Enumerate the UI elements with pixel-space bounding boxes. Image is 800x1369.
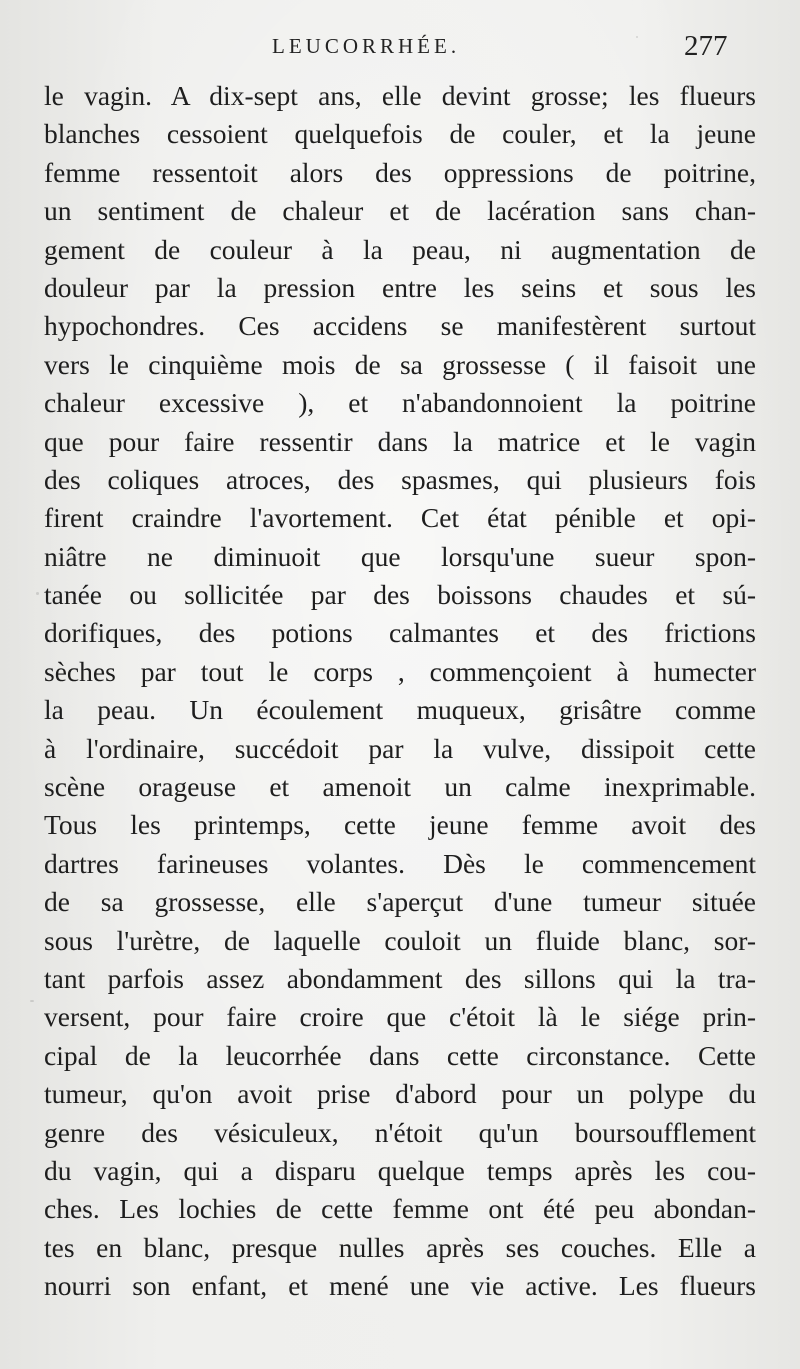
text-line: niâtre ne diminuoit que lorsqu'une sueur spon-: [44, 540, 756, 572]
body-text: [44, 77, 756, 1306]
text-line: versent, pour faire croire que c'étoit là le siége prin-: [44, 1001, 756, 1033]
text-line: le vagin. A dix-sept ans, elle devint grosse; les flueurs: [44, 80, 756, 111]
text-line: blanches cessoient quelquefois de couler, et la jeune: [44, 118, 756, 150]
text-line: dartres farineuses volantes. Dès le commencement: [44, 847, 756, 879]
text-line: du vagin, qui a disparu quelque temps après les cou-: [44, 1154, 756, 1186]
text-line: dorifiques, des potions calmantes et des frictions: [44, 617, 756, 649]
text-line: gement de couleur à la peau, ni augmentation de: [44, 233, 756, 265]
text-line: que pour faire ressentir dans la matrice et le vagin: [44, 425, 756, 457]
text-line: chaleur excessive ), et n'abandonnoient la poitrine: [44, 387, 756, 419]
text-line: sèches par tout le corps , commençoient à humecter: [44, 655, 756, 687]
text-line: cipal de la leucorrhée dans cette circonstance. Cette: [44, 1039, 756, 1071]
text-line: de sa grossesse, elle s'aperçut d'une tumeur située: [44, 886, 756, 918]
text-line: scène orageuse et amenoit un calme inexprimable.: [44, 771, 756, 803]
text-line: genre des vésiculeux, n'étoit qu'un boursoufflement: [44, 1116, 756, 1148]
text-line: tumeur, qu'on avoit prise d'abord pour un polype du: [44, 1078, 756, 1110]
text-line: tant parfois assez abondamment des sillons qui la tra-: [44, 962, 756, 994]
text-line: Tous les printemps, cette jeune femme avoit des: [44, 809, 756, 841]
page-number: 277: [684, 30, 728, 62]
text-line: à l'ordinaire, succédoit par la vulve, dissipoit cette: [44, 732, 756, 764]
text-line: douleur par la pression entre les seins et sous les: [44, 271, 756, 303]
text-line: tanée ou sollicitée par des boissons chaudes et sú-: [44, 579, 756, 611]
text-line: des coliques atroces, des spasmes, qui plusieurs fois: [44, 463, 756, 495]
text-line: un sentiment de chaleur et de lacération sans chan-: [44, 195, 756, 227]
text-line: tes en blanc, presque nulles après ses couches. Elle a: [44, 1231, 756, 1263]
text-line: sous l'urètre, de laquelle couloit un fluide blanc, sor-: [44, 924, 756, 956]
text-line: hypochondres. Ces accidens se manifestèrent surtout: [44, 310, 756, 342]
paper-speck: [636, 36, 638, 38]
page-header: [0, 30, 800, 70]
running-title: LEUCORRHÉE.: [272, 34, 461, 58]
text-line: firent craindre l'avortement. Cet état pénible et opi-: [44, 502, 756, 534]
paper-speck: [30, 1000, 34, 1002]
text-line: vers le cinquième mois de sa grossesse ( il faisoit une: [44, 348, 756, 380]
text-line: nourri son enfant, et mené une vie active. Les flueurs: [44, 1270, 756, 1302]
text-line: ches. Les lochies de cette femme ont été peu abondan-: [44, 1193, 756, 1225]
paper-speck: [36, 592, 39, 595]
text-line: femme ressentoit alors des oppressions de poitrine,: [44, 156, 756, 188]
text-line: la peau. Un écoulement muqueux, grisâtre comme: [44, 694, 756, 726]
